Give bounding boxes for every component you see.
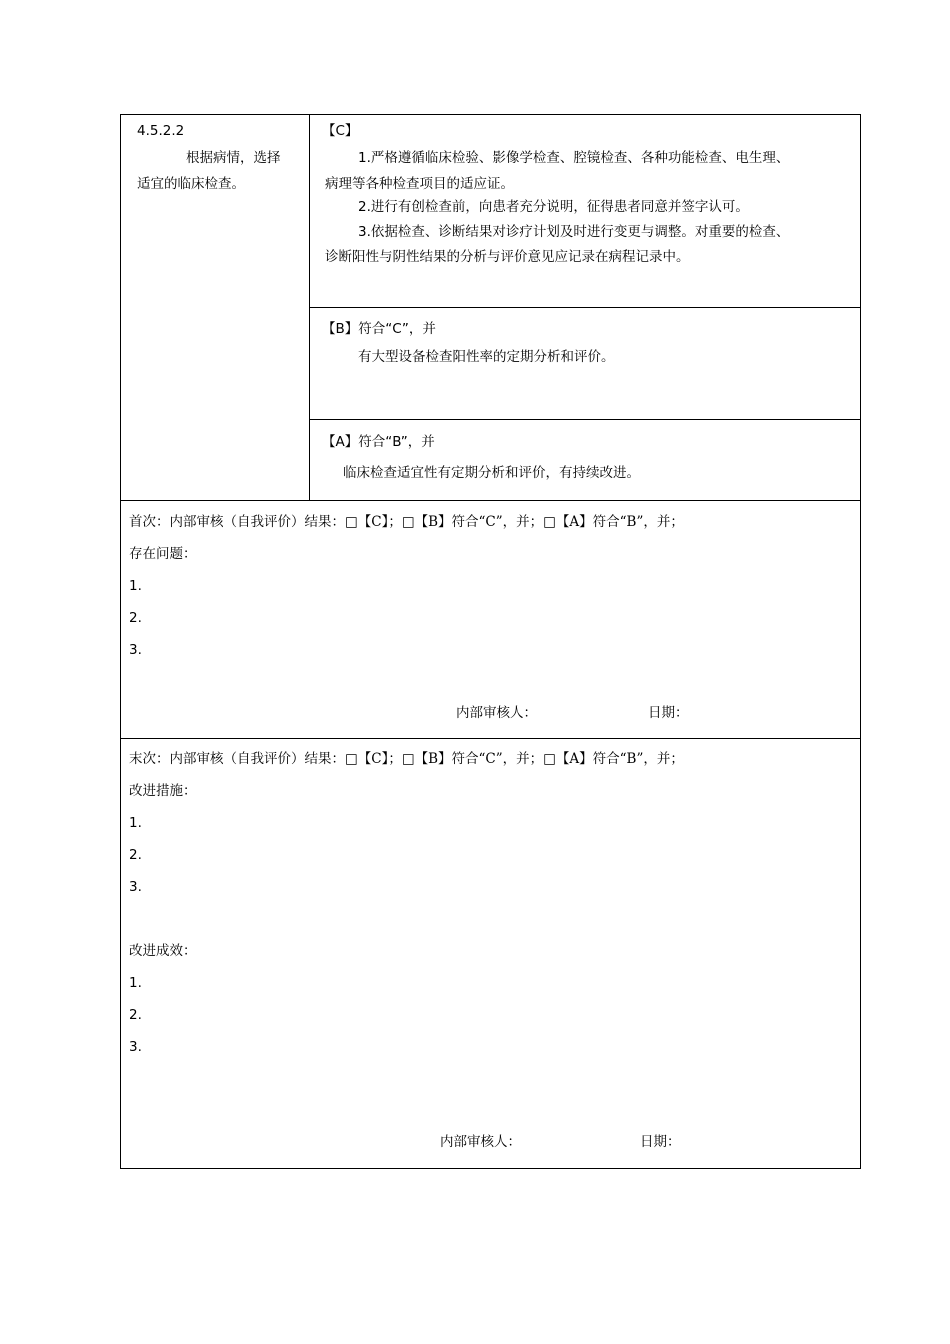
effect-item-1: 1. [129, 975, 142, 991]
last-date-label: 日期： [640, 1134, 681, 1150]
level-c-line1: 1.严格遵循临床检验、影像学检查、腔镜检查、各种功能检查、电生理、 [358, 150, 790, 166]
measures-item-2: 2. [129, 847, 142, 863]
measures-item-1: 1. [129, 815, 142, 831]
last-review-section [120, 738, 861, 1169]
first-reviewer-label: 内部审核人： [456, 705, 537, 721]
level-c-heading: 【C】 [322, 123, 359, 139]
measures-item-3: 3. [129, 879, 142, 895]
first-review-item-1: 1. [129, 578, 142, 594]
standard-code: 4.5.2.2 [137, 123, 185, 139]
level-b-line1: 有大型设备检查阳性率的定期分析和评价。 [358, 349, 615, 365]
first-date-label: 日期： [648, 705, 689, 721]
level-c-line4: 3.依据检查、诊断结果对诊疗计划及时进行变更与调整。对重要的检查、 [358, 224, 790, 240]
first-review-issues-label: 存在问题： [129, 546, 197, 562]
standard-title-line2: 适宜的临床检查。 [137, 176, 245, 192]
first-review-item-3: 3. [129, 642, 142, 658]
standard-title-line1: 根据病情，选择 [186, 150, 281, 166]
last-review-effect-label: 改进成效： [129, 943, 197, 959]
level-c-line2: 病理等各种检查项目的适应证。 [325, 176, 514, 192]
effect-item-2: 2. [129, 1007, 142, 1023]
level-a-line1: 临床检查适宜性有定期分析和评价，有持续改进。 [343, 465, 640, 481]
first-review-result: 首次：内部审核（自我评价）结果：□【C】；□【B】符合“C”，并；□【A】符合“B”，并； [129, 514, 684, 530]
level-a-heading: 【A】符合“B”，并 [322, 434, 435, 450]
last-review-result: 末次：内部审核（自我评价）结果：□【C】；□【B】符合“C”，并；□【A】符合“B”，并； [129, 751, 684, 767]
level-c-line5: 诊断阳性与阴性结果的分析与评价意见应记录在病程记录中。 [325, 249, 690, 265]
row-divider-b-a [309, 419, 861, 420]
first-review-item-2: 2. [129, 610, 142, 626]
level-c-line3: 2.进行有创检查前，向患者充分说明，征得患者同意并签字认可。 [358, 199, 749, 215]
effect-item-3: 3. [129, 1039, 142, 1055]
row-divider-c-b [309, 307, 861, 308]
last-reviewer-label: 内部审核人： [440, 1134, 521, 1150]
last-review-measures-label: 改进措施： [129, 783, 197, 799]
level-b-heading: 【B】符合“C”，并 [322, 321, 436, 337]
